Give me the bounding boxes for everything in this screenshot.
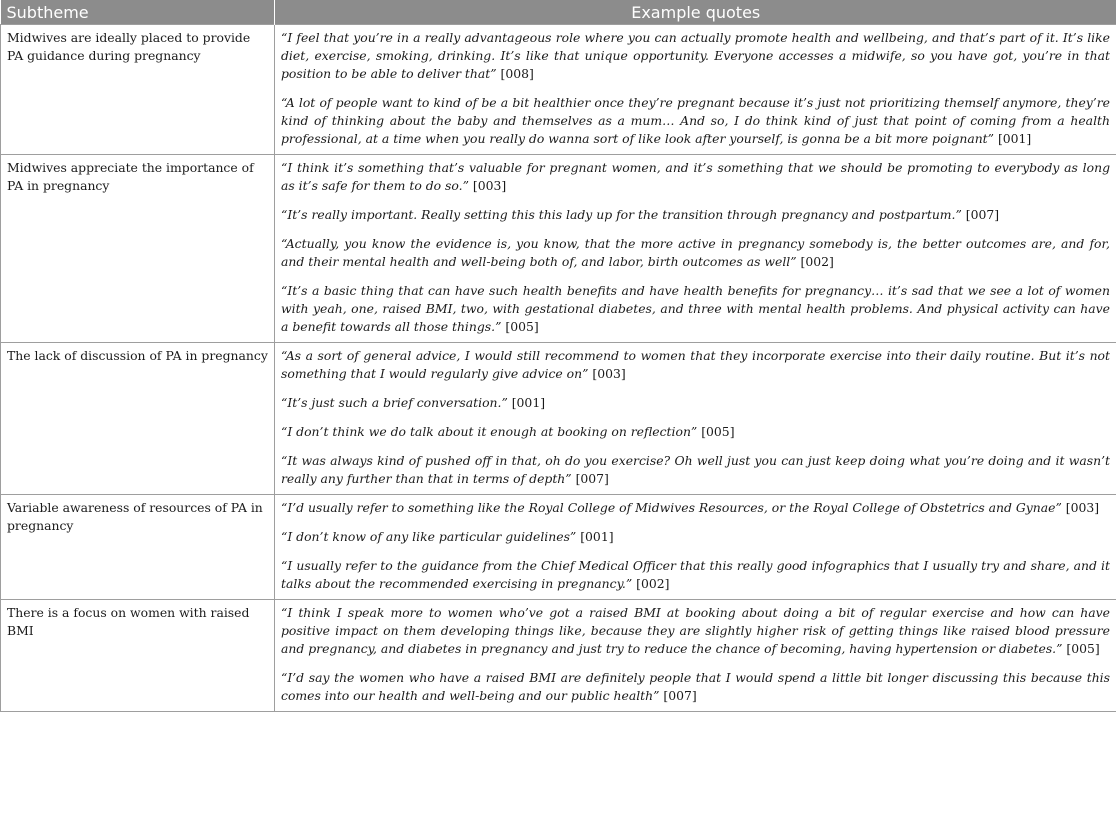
participant-id: [001]: [507, 395, 546, 410]
quote-paragraph: [281, 282, 1110, 336]
quote-text: “Actually, you know the evidence is, you know, that the more active in pregnancy somebody is, the better outcomes are, and for, and their mental health and well-being both of, and labor, birth outcomes as well”: [281, 236, 1110, 269]
subtheme-cell: There is a focus on women with raised BMI: [1, 600, 275, 712]
quote-text: “It was always kind of pushed off in that, oh do you exercise? Oh well just you can just keep doing what you’re doing and it wasn’t really any further than that in terms of depth”: [281, 453, 1110, 486]
quotes-cell: [275, 600, 1116, 712]
participant-id: [007]: [571, 471, 609, 486]
participant-id: [002]: [632, 576, 670, 591]
table-row: [1, 495, 1116, 600]
quote-paragraph: [281, 423, 1110, 441]
quote-paragraph: [281, 206, 1110, 224]
quote-paragraph: [281, 29, 1110, 83]
quotes-cell: [275, 25, 1116, 155]
quotes-cell: [275, 495, 1116, 600]
quote-text: “I don’t think we do talk about it enough at booking on reflection”: [281, 424, 698, 439]
quote-text: “I think I speak more to women who’ve got a raised BMI at booking about doing a bit of regular exercise and how can have positive impact on them developing things like, because they are slightly higher risk of getting things like raised blood pressure and pregnancy, and diabetes in pregnancy and just try to reduce the chance of becoming, having hypertension or diabetes.”: [281, 605, 1110, 656]
participant-id: [007]: [961, 207, 1000, 222]
quote-text: “I think it’s something that’s valuable for pregnant women, and it’s something that we should be promoting to everybody as long as it’s safe for them to do so.”: [281, 160, 1110, 193]
participant-id: [003]: [468, 178, 507, 193]
subtheme-cell: Midwives are ideally placed to provide PA guidance during pregnancy: [1, 25, 275, 155]
participant-id: [007]: [659, 688, 697, 703]
quote-text: “I usually refer to the guidance from the Chief Medical Officer that this really good infographics that I usually try and share, and it talks about the recommended exercising in pregnancy.”: [281, 558, 1110, 591]
quotes-cell: [275, 155, 1116, 343]
quote-text: “As a sort of general advice, I would still recommend to women that they incorporate exercise into their daily routine. But it’s not something that I would regularly give advice on”: [281, 348, 1110, 381]
subtheme-cell: The lack of discussion of PA in pregnancy: [1, 343, 275, 495]
participant-id: [001]: [576, 529, 614, 544]
quote-paragraph: [281, 159, 1110, 195]
quote-text: “I’d say the women who have a raised BMI are definitely people that I would spend a little bit longer discussing this because this comes into our health and well-being and our public health”: [281, 670, 1110, 703]
table-body: [1, 25, 1116, 712]
column-header-example-quotes: Example quotes: [275, 0, 1116, 25]
quote-text: “I don’t know of any like particular guidelines”: [281, 529, 577, 544]
participant-id: [002]: [796, 254, 834, 269]
quotes-cell: [275, 343, 1116, 495]
quote-paragraph: [281, 557, 1110, 593]
quote-text: “I feel that you’re in a really advantageous role where you can actually promote health and wellbeing, and that’s part of it. It’s like diet, exercise, smoking, drinking. It’s like that unique opportunity. Everyone accesses a midwife, so you have got, you’re in that position to be able to deliver that”: [281, 30, 1110, 81]
table-row: [1, 600, 1116, 712]
quote-text: “It’s just such a brief conversation.”: [281, 395, 508, 410]
participant-id: [001]: [994, 131, 1032, 146]
participant-id: [003]: [588, 366, 626, 381]
subtheme-cell: Variable awareness of resources of PA in pregnancy: [1, 495, 275, 600]
quote-paragraph: [281, 347, 1110, 383]
quote-paragraph: [281, 235, 1110, 271]
subtheme-cell: Midwives appreciate the importance of PA in pregnancy: [1, 155, 275, 343]
table-row: [1, 25, 1116, 155]
quote-text: “A lot of people want to kind of be a bit healthier once they’re pregnant because it’s just not prioritizing themself anymore, they’re kind of thinking about the baby and themselves as a mum… And so, I do think kind of just that point of coming from a health professional, at a time when you really do wanna sort of like look after yourself, is gonna be a bit more poignant”: [281, 95, 1110, 146]
column-header-subtheme: Subtheme: [1, 0, 275, 25]
table-row: [1, 343, 1116, 495]
quote-paragraph: [281, 394, 1110, 412]
table-header: [1, 0, 1116, 25]
participant-id: [008]: [496, 66, 534, 81]
quote-paragraph: [281, 94, 1110, 148]
participant-id: [005]: [1062, 641, 1100, 656]
quote-text: “It’s really important. Really setting this this lady up for the transition through pregnancy and postpartum.”: [281, 207, 962, 222]
participant-id: [003]: [1061, 500, 1100, 515]
header-row: [1, 0, 1116, 25]
quote-paragraph: [281, 604, 1110, 658]
quote-paragraph: [281, 499, 1110, 517]
quote-text: “I’d usually refer to something like the Royal College of Midwives Resources, or the Royal College of Obstetrics and Gynae”: [281, 500, 1062, 515]
quote-paragraph: [281, 528, 1110, 546]
participant-id: [005]: [697, 424, 735, 439]
quote-text: “It’s a basic thing that can have such health benefits and have health benefits for pregnancy… it’s sad that we see a lot of women with yeah, one, raised BMI, two, with gestational diabetes, and three with mental health problems. And physical activity can have a benefit towards all those things.”: [281, 283, 1110, 334]
quote-paragraph: [281, 452, 1110, 488]
participant-id: [005]: [501, 319, 539, 334]
quote-paragraph: [281, 669, 1110, 705]
table-row: [1, 155, 1116, 343]
